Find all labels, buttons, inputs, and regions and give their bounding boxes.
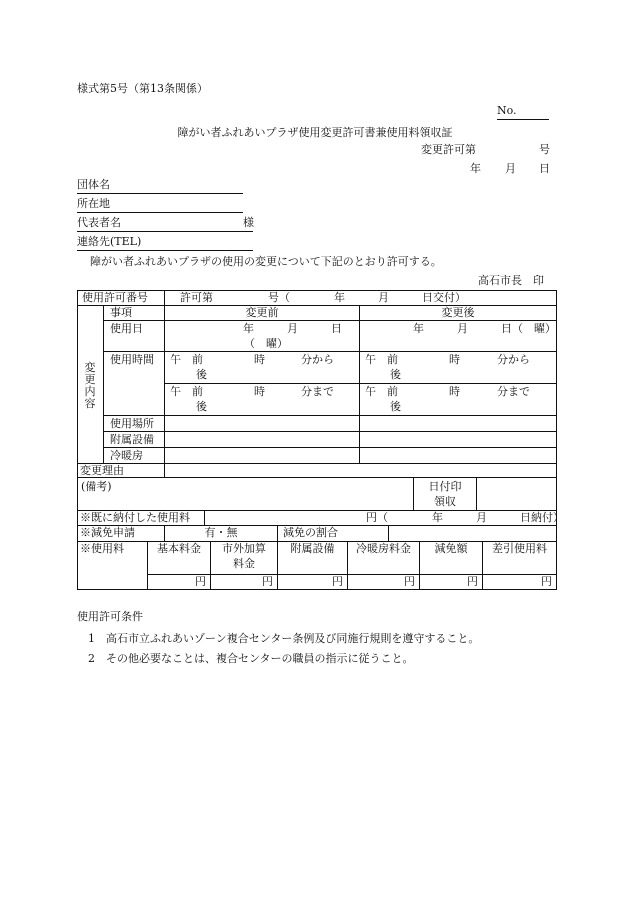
issue-date-month: 月 — [505, 162, 516, 175]
condition-item-1: 1 高石市立ふれあいゾーン複合センター条例及び同施行規則を遵守すること。 — [88, 632, 480, 645]
conditions-title: 使用許可条件 — [77, 610, 143, 623]
reduction-amount-header: 減免額 — [434, 542, 468, 555]
start-ampm-before-1[interactable]: 午 前 — [170, 353, 203, 366]
start-ampm-after-2[interactable]: 後 — [390, 368, 401, 381]
remarks-label: (備考) — [81, 480, 112, 493]
group-name-label: 団体名 — [77, 178, 110, 191]
reduction-amount-yen[interactable]: 円 — [467, 575, 478, 588]
change-permit-number-label: 変更許可第 — [421, 143, 476, 156]
outside-surcharge-header-1: 市外加算 — [222, 542, 266, 555]
fee-label: ※使用料 — [80, 542, 124, 555]
basic-fee-yen[interactable]: 円 — [195, 575, 206, 588]
after-header: 変更後 — [441, 306, 475, 319]
document-title: 障がい者ふれあいプラザ使用変更許可書兼使用料領収証 — [177, 126, 453, 139]
outside-fee-yen[interactable]: 円 — [262, 575, 273, 588]
start-hour-before: 時 — [254, 353, 265, 366]
end-ampm-after-2[interactable]: 後 — [390, 400, 401, 413]
issue-date-year: 年 — [470, 162, 481, 175]
date-stamp-label: 日付印 — [428, 480, 462, 493]
start-hour-after: 時 — [449, 353, 460, 366]
received-label: 領収 — [434, 495, 456, 508]
place-label: 使用場所 — [110, 417, 154, 430]
serial-number-label: No. — [497, 104, 517, 117]
outside-surcharge-header-2: 料金 — [233, 557, 255, 570]
heating-label: 冷暖房 — [110, 449, 143, 462]
start-from-before: 分から — [301, 353, 334, 366]
start-from-after: 分から — [497, 353, 530, 366]
basic-fee-header: 基本料金 — [157, 542, 201, 555]
net-fee-yen[interactable]: 円 — [541, 575, 552, 588]
heating-fee-header: 冷暖房料金 — [356, 542, 411, 555]
before-header: 変更前 — [245, 306, 279, 319]
equipment-fee-header: 附属設備 — [290, 542, 335, 555]
use-time-label: 使用時間 — [110, 353, 154, 366]
representative-label: 代表者名 — [77, 216, 121, 229]
heating-fee-yen[interactable]: 円 — [404, 575, 415, 588]
change-content-label: 変更内容 — [84, 361, 96, 410]
issue-date-day: 日 — [539, 162, 550, 175]
start-ampm-before-2[interactable]: 後 — [196, 368, 207, 381]
net-fee-header: 差引使用料 — [492, 542, 547, 555]
permit-number-header: 使用許可番号 — [82, 291, 148, 304]
item-header: 事項 — [110, 306, 132, 319]
representative-suffix: 様 — [243, 216, 254, 229]
reduction-ratio-label: 減免の割合 — [283, 526, 338, 539]
contact-tel-label: 連絡先(TEL) — [77, 235, 142, 248]
end-until-before: 分まで — [301, 385, 334, 398]
end-ampm-after-1[interactable]: 午 前 — [365, 385, 398, 398]
intro-text: 障がい者ふれあいプラザの使用の変更について下記のとおり許可する。 — [90, 255, 442, 268]
issuer-seal: 高石市長 印 — [478, 274, 544, 287]
end-ampm-before-1[interactable]: 午 前 — [170, 385, 203, 398]
use-date-label: 使用日 — [110, 322, 143, 335]
paid-fee-text[interactable]: 円（ 年 月 日納付） — [366, 511, 564, 524]
end-hour-before: 時 — [254, 385, 265, 398]
reduction-yes-no[interactable]: 有・無 — [204, 526, 238, 539]
permit-number-text[interactable]: 許可第 号（ 年 月 日交付） — [180, 291, 466, 304]
address-label: 所在地 — [77, 197, 110, 210]
use-date-after[interactable]: 年 月 日（ 曜） — [413, 322, 556, 335]
change-permit-number-suffix: 号 — [539, 143, 550, 156]
change-reason-label: 変更理由 — [80, 464, 124, 477]
equipment-fee-yen[interactable]: 円 — [332, 575, 343, 588]
use-date-before[interactable]: 年 月 日 — [243, 322, 342, 335]
use-date-before-weekday[interactable]: （ 曜） — [244, 337, 288, 350]
paid-fee-label: ※既に納付した使用料 — [80, 511, 190, 524]
condition-item-2: 2 その他必要なことは、複合センターの職員の指示に従うこと。 — [88, 652, 414, 665]
start-ampm-after-1[interactable]: 午 前 — [365, 353, 398, 366]
reduction-request-label: ※減免申請 — [80, 526, 135, 539]
form-number: 様式第5号（第13条関係） — [77, 82, 208, 95]
end-ampm-before-2[interactable]: 後 — [196, 400, 207, 413]
end-until-after: 分まで — [497, 385, 530, 398]
equipment-label: 附属設備 — [110, 433, 154, 446]
end-hour-after: 時 — [449, 385, 460, 398]
